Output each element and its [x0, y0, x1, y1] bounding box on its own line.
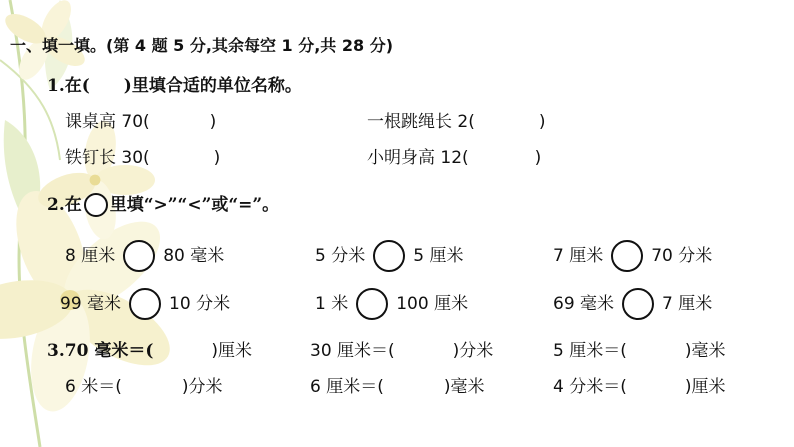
question-1-title — [47, 76, 302, 96]
q2-item-4-left: 99 毫米 — [60, 294, 122, 314]
q3-item-4 — [65, 377, 223, 397]
q2-item-4 — [60, 286, 230, 322]
q3-item-3-pre: 5 厘米＝( — [553, 341, 627, 361]
q2-item-1 — [65, 238, 224, 274]
q1-item-4-post: ) — [534, 148, 542, 168]
q1-item-1-post: ) — [209, 112, 217, 132]
q1-item-2 — [367, 112, 546, 132]
q3-item-2-pre: 30 厘米＝( — [310, 341, 395, 361]
q3-item-4-post: )分米 — [181, 377, 223, 397]
q1-item-4-pre: 小明身高 12( — [367, 148, 469, 168]
circle-icon — [84, 193, 108, 217]
question-1-text: 1.在( )里填合适的单位名称。 — [47, 76, 302, 96]
q3-item-3 — [553, 341, 726, 361]
q3-item-6-post: )厘米 — [684, 377, 726, 397]
q2-item-1-left: 8 厘米 — [65, 246, 116, 266]
q2-item-2-left: 5 分米 — [315, 246, 366, 266]
q3-item-5 — [310, 377, 485, 397]
q3-item-1 — [47, 341, 252, 361]
q2-item-3-right: 70 分米 — [651, 246, 713, 266]
q2-item-6-right: 7 厘米 — [662, 294, 713, 314]
section-heading: 一、填一填。(第 4 题 5 分,其余每空 1 分,共 28 分) — [10, 36, 394, 55]
q1-item-1-pre: 课桌高 70( — [65, 112, 150, 132]
q1-item-4 — [367, 148, 541, 168]
q3-item-2-post: )分米 — [452, 341, 494, 361]
q2-item-3-left: 7 厘米 — [553, 246, 604, 266]
q2-item-1-right: 80 毫米 — [163, 246, 225, 266]
question-2-title — [47, 191, 279, 219]
flower-center — [90, 175, 101, 186]
q3-item-6 — [553, 377, 726, 397]
q2-item-3 — [553, 238, 712, 274]
q3-item-6-pre: 4 分米＝( — [553, 377, 627, 397]
q3-item-1-post: )厘米 — [211, 341, 253, 361]
q2-item-5-left: 1 米 — [315, 294, 349, 314]
question-2-post: 里填“>”“<”或“=”。 — [109, 195, 280, 215]
q2-item-6-left: 69 毫米 — [553, 294, 615, 314]
q3-item-5-pre: 6 厘米＝( — [310, 377, 384, 397]
q3-item-4-pre: 6 米＝( — [65, 377, 122, 397]
q3-item-5-post: )毫米 — [443, 377, 485, 397]
q2-item-6 — [553, 286, 712, 322]
q1-item-3-pre: 铁钉长 30( — [65, 148, 150, 168]
question-2-pre: 2.在 — [47, 195, 82, 215]
q3-item-1-pre: 3.70 毫米＝( — [47, 341, 154, 361]
q2-item-5-right: 100 厘米 — [396, 294, 469, 314]
q1-item-2-pre: 一根跳绳长 2( — [367, 112, 475, 132]
q1-item-1 — [65, 112, 216, 132]
q1-item-2-post: ) — [538, 112, 546, 132]
q3-item-3-post: )毫米 — [684, 341, 726, 361]
compare-circle[interactable] — [611, 240, 643, 272]
q1-item-3-post: ) — [213, 148, 221, 168]
compare-circle[interactable] — [129, 288, 161, 320]
q2-item-2 — [315, 238, 463, 274]
q2-item-4-right: 10 分米 — [169, 294, 231, 314]
compare-circle[interactable] — [356, 288, 388, 320]
q2-item-5 — [315, 286, 468, 322]
q1-item-3 — [65, 148, 220, 168]
compare-circle[interactable] — [123, 240, 155, 272]
q3-item-2 — [310, 341, 493, 361]
q2-item-2-right: 5 厘米 — [413, 246, 464, 266]
compare-circle[interactable] — [622, 288, 654, 320]
compare-circle[interactable] — [373, 240, 405, 272]
